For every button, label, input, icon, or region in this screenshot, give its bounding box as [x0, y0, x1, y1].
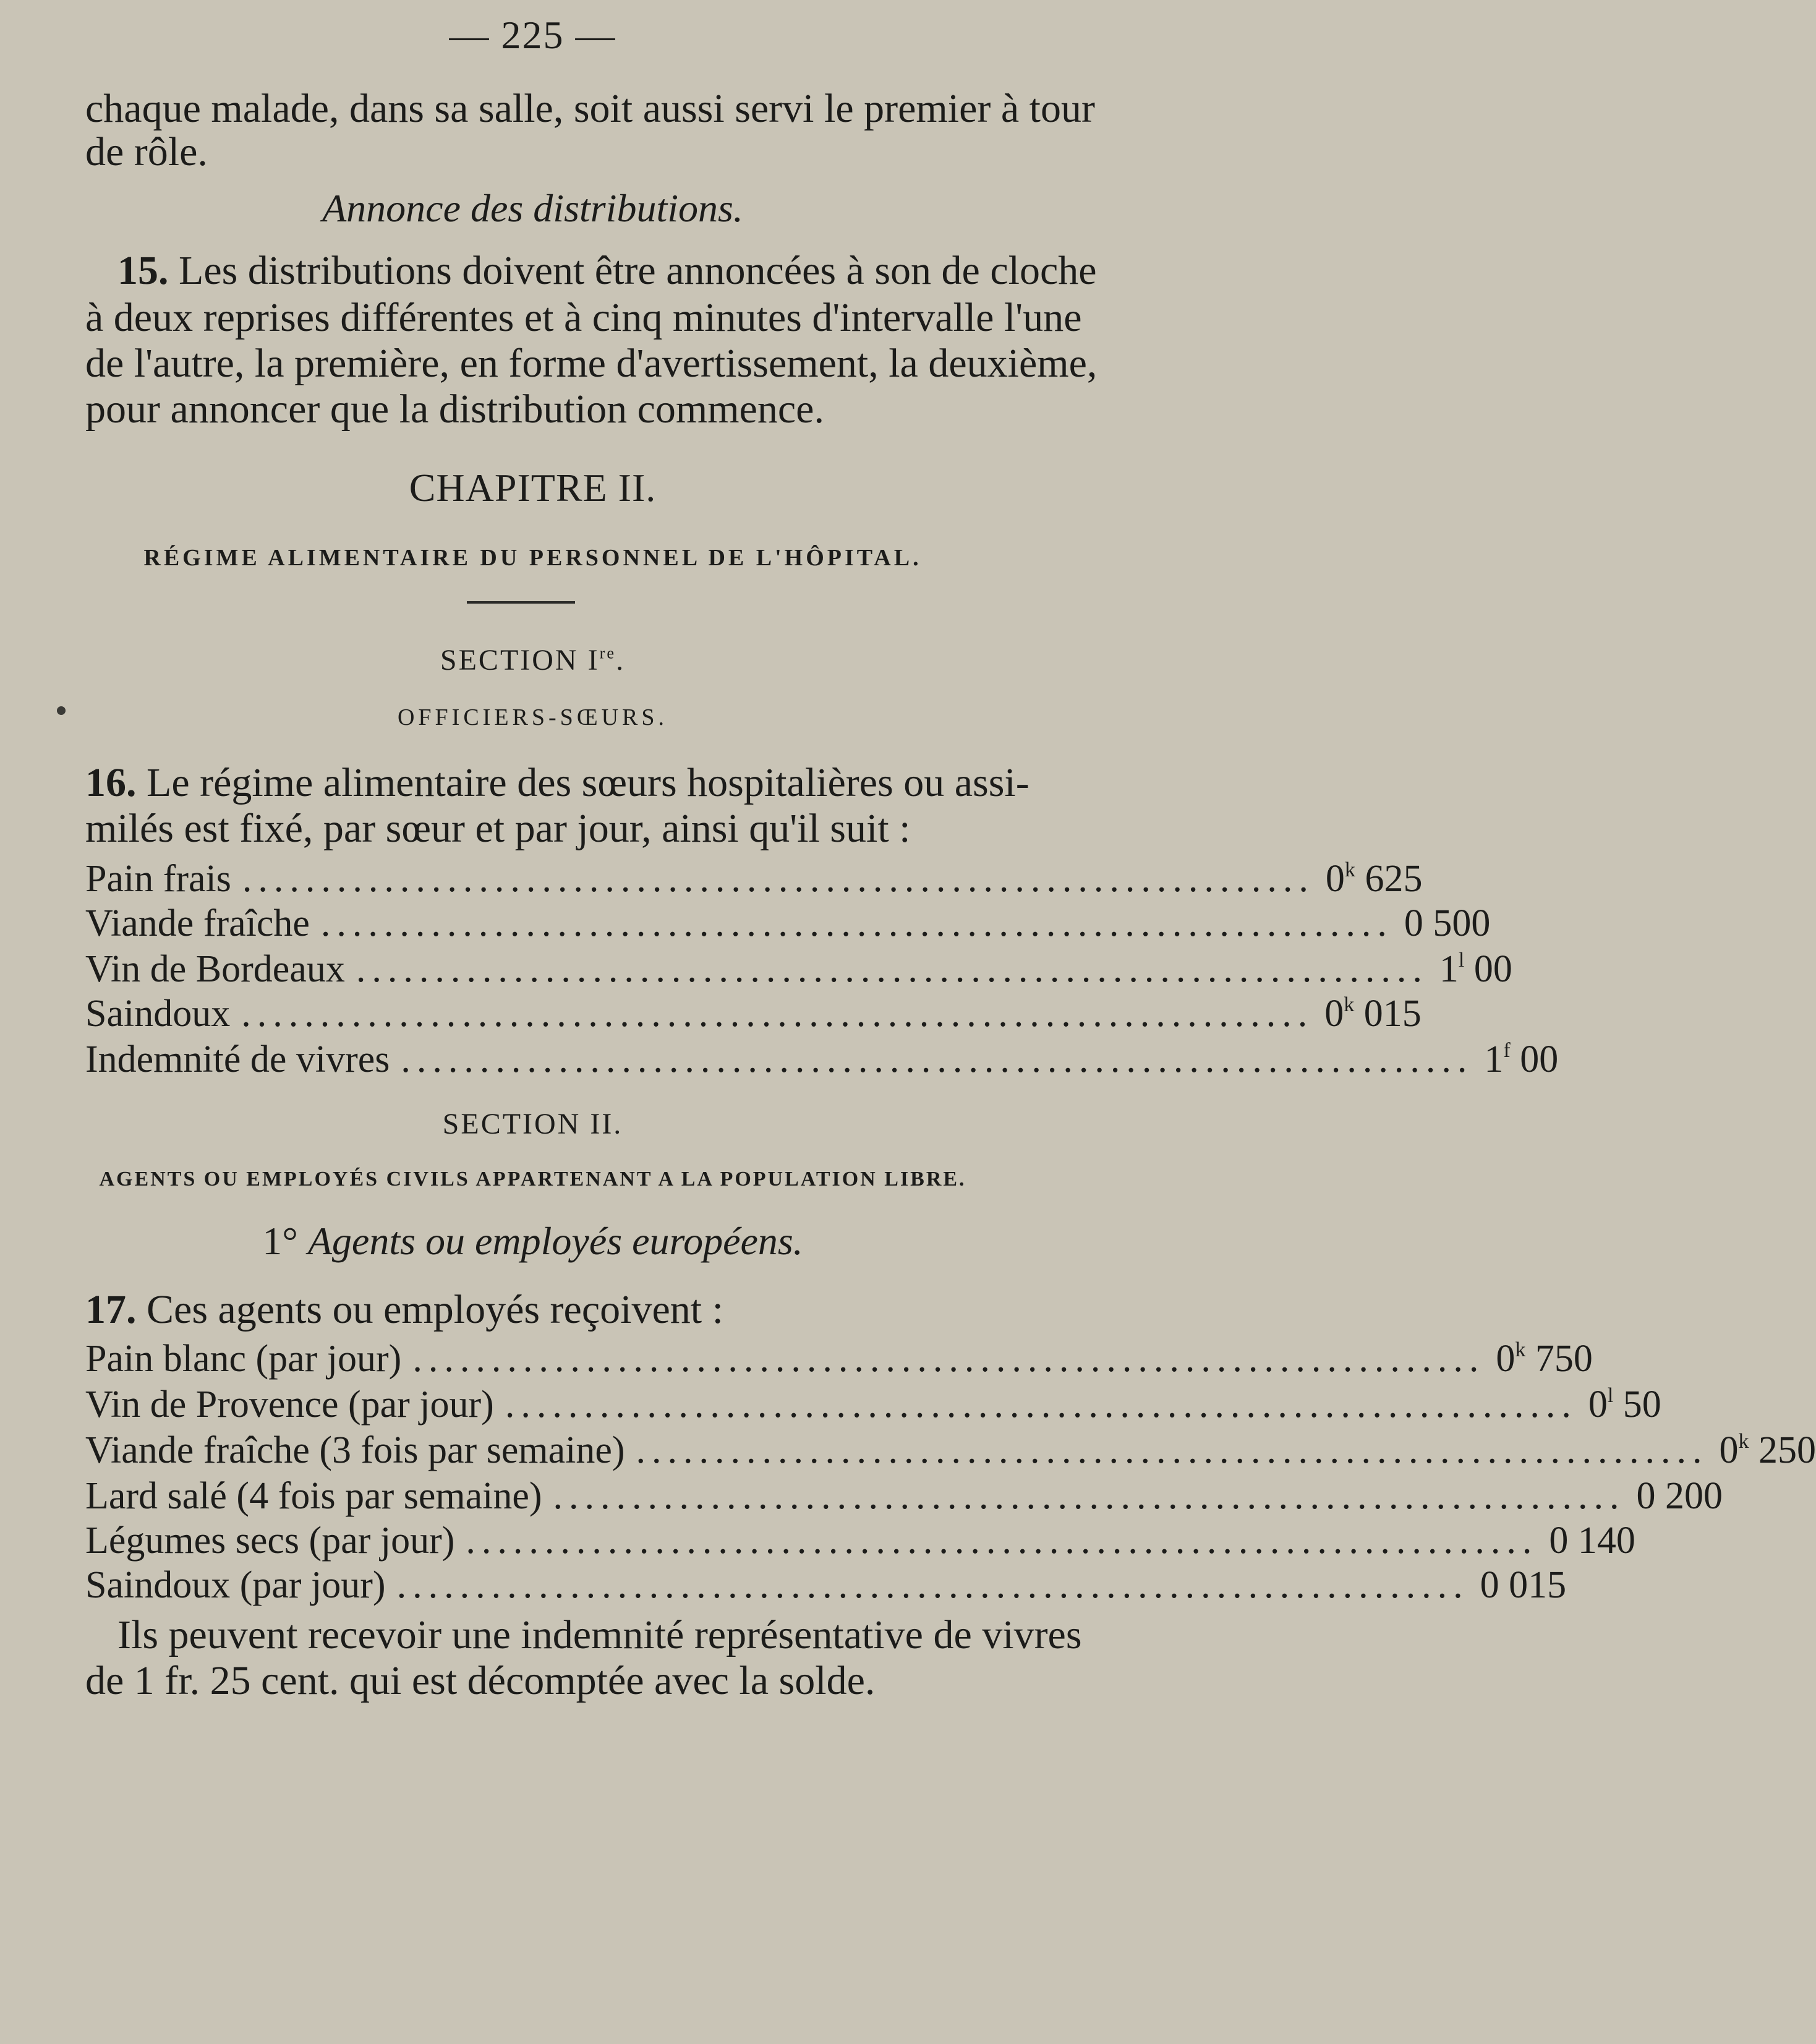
ration-row: Pain blanc (par jour) .................................................................... 0$^k$ 750	[85, 1338, 1593, 1380]
paragraph-number-17: 17.	[85, 1287, 137, 1332]
section-1-line-1: 16. Le régime alimentaire des sœurs hospitalières ou assi-	[85, 760, 1029, 805]
section-1-subtitle: OFFICIERS-SŒURS.	[397, 704, 668, 730]
ration-row: Lard salé (4 fois par semaine) .................................................................... 0 200	[85, 1475, 1723, 1517]
intro-line-1: chaque malade, dans sa salle, soit aussi servi le premier à tour	[85, 86, 1095, 131]
ration-row: Pain frais .................................................................... 0$^k$ 625	[85, 858, 1423, 900]
section-2-heading: 1° Agents ou employés européens.	[262, 1219, 803, 1263]
ration-row: Saindoux .................................................................... 0$^k$ 015	[85, 993, 1422, 1035]
section-1-title: SECTION Ire.	[440, 643, 626, 677]
paragraph-number-16: 16.	[85, 760, 137, 805]
ration-row: Vin de Provence (par jour) .................................................................... 0$^l$ 50	[85, 1383, 1661, 1426]
section-2-title: SECTION II.	[442, 1108, 623, 1140]
annonce-heading: Annonce des distributions.	[322, 186, 743, 230]
ration-row: Indemnité de vivres .................................................................... 1$^f$ 00	[85, 1038, 1559, 1080]
ration-row: Viande fraîche (3 fois par semaine) .................................................................... 0$^k$ 250	[85, 1429, 1816, 1471]
chapter-subtitle: RÉGIME ALIMENTAIRE DU PERSONNEL DE L'HÔPITAL.	[143, 545, 922, 571]
intro-line-2: de rôle.	[85, 129, 208, 174]
section-2-line-1: 17. Ces agents ou employés reçoivent :	[85, 1287, 723, 1332]
annonce-line-4: pour annoncer que la distribution commence.	[85, 387, 824, 432]
annonce-line-3: de l'autre, la première, en forme d'avertissement, la deuxième,	[85, 341, 1098, 386]
closing-line-2: de 1 fr. 25 cent. qui est décomptée avec la solde.	[85, 1658, 876, 1703]
closing-line-1: Ils peuvent recevoir une indemnité représentative de vivres	[117, 1612, 1082, 1657]
page-number: — 225 —	[449, 13, 616, 57]
section-2-subtitle: AGENTS OU EMPLOYÉS CIVILS APPARTENANT A LA POPULATION LIBRE.	[99, 1168, 966, 1191]
ration-row: Viande fraîche .................................................................... 0 500	[85, 902, 1491, 944]
ration-row: Légumes secs (par jour) .................................................................... 0 140	[85, 1520, 1635, 1562]
ration-row: Vin de Bordeaux .................................................................... 1$^l$ 00	[85, 948, 1512, 990]
annonce-line-2: à deux reprises différentes et à cinq minutes d'intervalle l'une	[85, 295, 1082, 340]
paragraph-number-15: 15.	[117, 248, 169, 293]
annonce-line-1: 15. Les distributions doivent être annoncées à son de cloche	[117, 248, 1097, 293]
ration-row: Saindoux (par jour) .................................................................... 0 015	[85, 1564, 1567, 1606]
section-1-line-2: milés est fixé, par sœur et par jour, ainsi qu'il suit :	[85, 806, 911, 851]
divider-rule	[467, 601, 575, 604]
chapter-title: CHAPITRE II.	[409, 466, 657, 510]
